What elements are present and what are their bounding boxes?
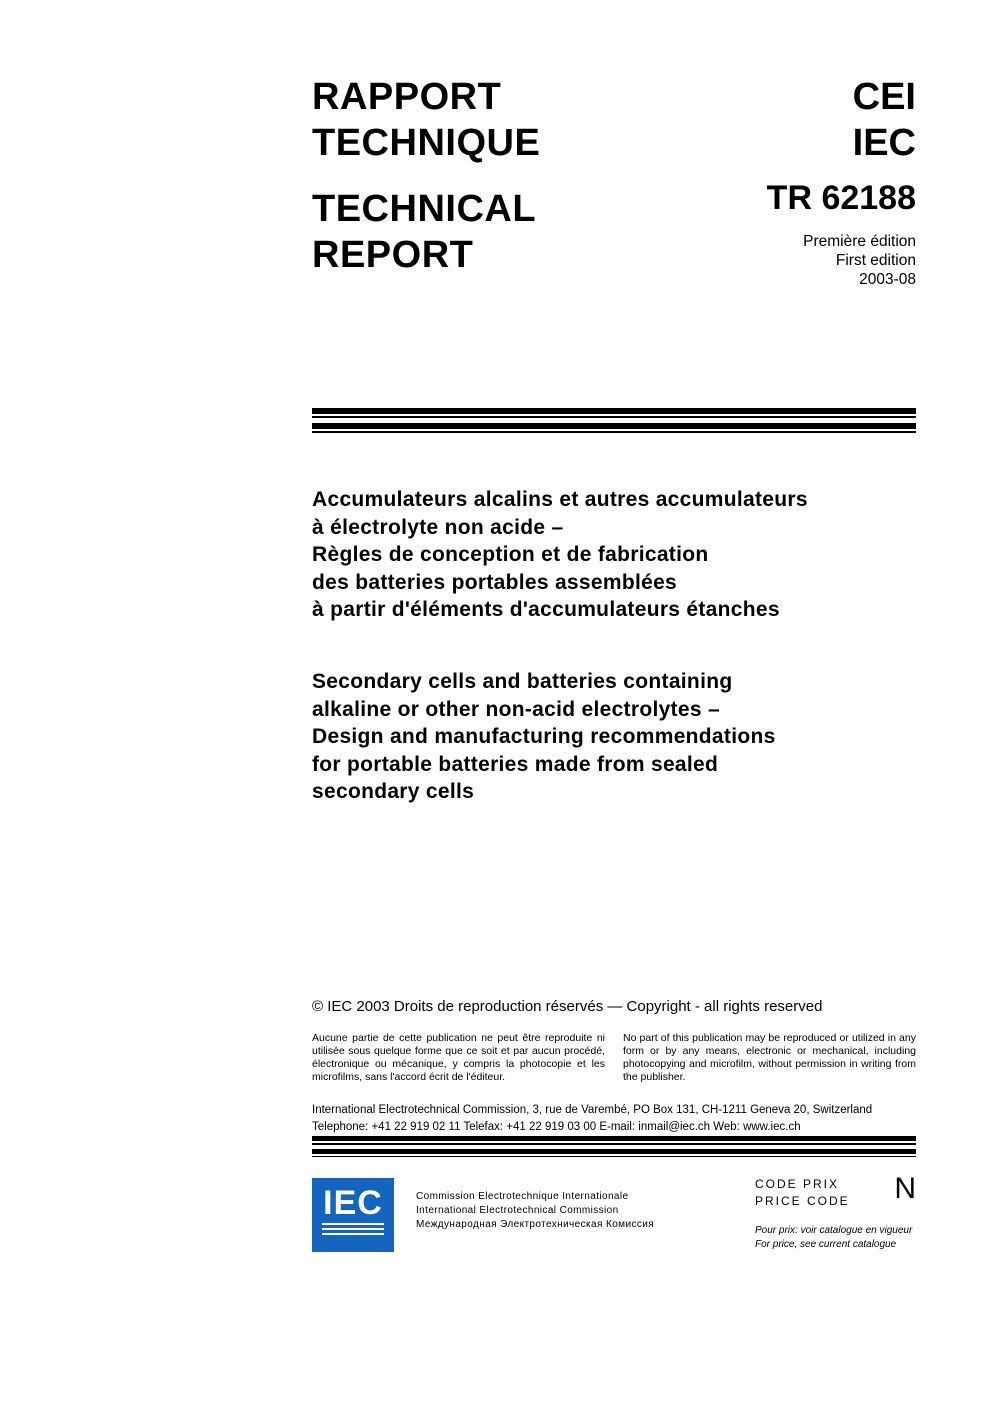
- heading-spacer: [312, 166, 540, 186]
- price-code-letter: N: [894, 1172, 916, 1205]
- rule-line: [312, 1149, 916, 1154]
- title-fr-line: à électrolyte non acide –: [312, 515, 564, 539]
- rule-line: [312, 1156, 916, 1158]
- title-en-line: Design and manufacturing recommendations: [312, 725, 776, 748]
- iec-logo-stripe: [322, 1223, 384, 1225]
- org-name-fr: Commission Electrotechnique Internationale: [416, 1191, 629, 1202]
- rule-line: [312, 1136, 916, 1141]
- price-note-fr: Pour prix: voir catalogue en vigueur: [755, 1225, 913, 1236]
- edition-en: First edition: [835, 252, 916, 269]
- document-title-french: [312, 486, 932, 624]
- title-fr-line: à partir d'éléments d'accumulateurs étanches: [312, 598, 780, 621]
- title-en-line: for portable batteries made from sealed: [312, 752, 719, 776]
- report-type-en-line1: TECHNICAL: [312, 188, 537, 230]
- document-title-english: [312, 668, 932, 806]
- organisation-names: [416, 1190, 654, 1232]
- title-fr-line: des batteries portables assemblées: [312, 570, 678, 594]
- reproduction-notice-fr: Aucune partie de cette publication ne peut être reproduite ni utilisée sous quelque forme que ce soit et par aucun procédé, électronique ou mécanique, y compris la photocopie et les microfilms, sans l'accord écrit de l'éditeur.: [312, 1032, 605, 1083]
- org-abbrev-fr: CEI: [852, 76, 916, 118]
- reproduction-notice-en: No part of this publication may be reproduced or utilized in any form or by any means, electronic or mechanical, including photocopying and microfilm, without permission in writing from the publisher.: [623, 1032, 916, 1083]
- title-fr-line: Accumulateurs alcalins et autres accumulateurs: [312, 488, 808, 511]
- org-abbrev-en: IEC: [852, 122, 916, 164]
- rule-line: [312, 408, 916, 414]
- report-type-heading: [312, 74, 540, 278]
- iec-logo-stripe: [322, 1233, 384, 1235]
- price-code-labels: [755, 1176, 850, 1210]
- price-code-label-en: PRICE CODE: [755, 1194, 850, 1208]
- org-name-ru: Международная Электротехническая Комиссия: [416, 1219, 655, 1230]
- report-type-en-line2: REPORT: [312, 234, 474, 276]
- price-note-en: For price, see current catalogue: [755, 1239, 897, 1250]
- iec-logo: [312, 1178, 394, 1252]
- title-en-line: secondary cells: [312, 780, 475, 803]
- contact-phones: Telephone: +41 22 919 02 11 Telefax: +41 22 919 03 00 E-mail: inmail@iec.ch Web: www.iec.ch: [312, 1120, 801, 1133]
- price-catalogue-notes: [755, 1224, 912, 1252]
- org-name-en: International Electrotechnical Commission: [416, 1205, 619, 1216]
- rule-line: [312, 431, 916, 433]
- publication-number: TR 62188: [766, 179, 916, 217]
- copyright-line: © IEC 2003 Droits de reproduction réservés — Copyright - all rights reserved: [312, 998, 823, 1015]
- edition-fr: Première édition: [803, 233, 916, 250]
- title-fr-line: Règles de conception et de fabrication: [312, 543, 709, 566]
- report-type-fr-line2: TECHNIQUE: [312, 122, 541, 164]
- title-en-line: Secondary cells and batteries containing: [312, 670, 733, 693]
- iec-logo-stripe: [322, 1228, 384, 1230]
- edition-date: 2003-08: [859, 271, 916, 288]
- report-type-fr-line1: RAPPORT: [312, 76, 502, 118]
- rule-line: [312, 423, 916, 429]
- contact-address: International Electrotechnical Commission, 3, rue de Varembé, PO Box 131, CH-1211 Geneva 20, Switzerland: [312, 1104, 873, 1116]
- iec-logo-text: IEC: [323, 1184, 383, 1222]
- double-rule-top: [312, 408, 916, 433]
- price-code-label-fr: CODE PRIX: [755, 1177, 840, 1191]
- contact-block: [312, 1102, 922, 1135]
- reproduction-notices: [312, 1032, 916, 1084]
- publication-reference-block: [767, 74, 916, 289]
- double-rule-bottom: [312, 1136, 916, 1157]
- title-en-line: alkaline or other non-acid electrolytes –: [312, 697, 720, 721]
- edition-block: [767, 232, 916, 289]
